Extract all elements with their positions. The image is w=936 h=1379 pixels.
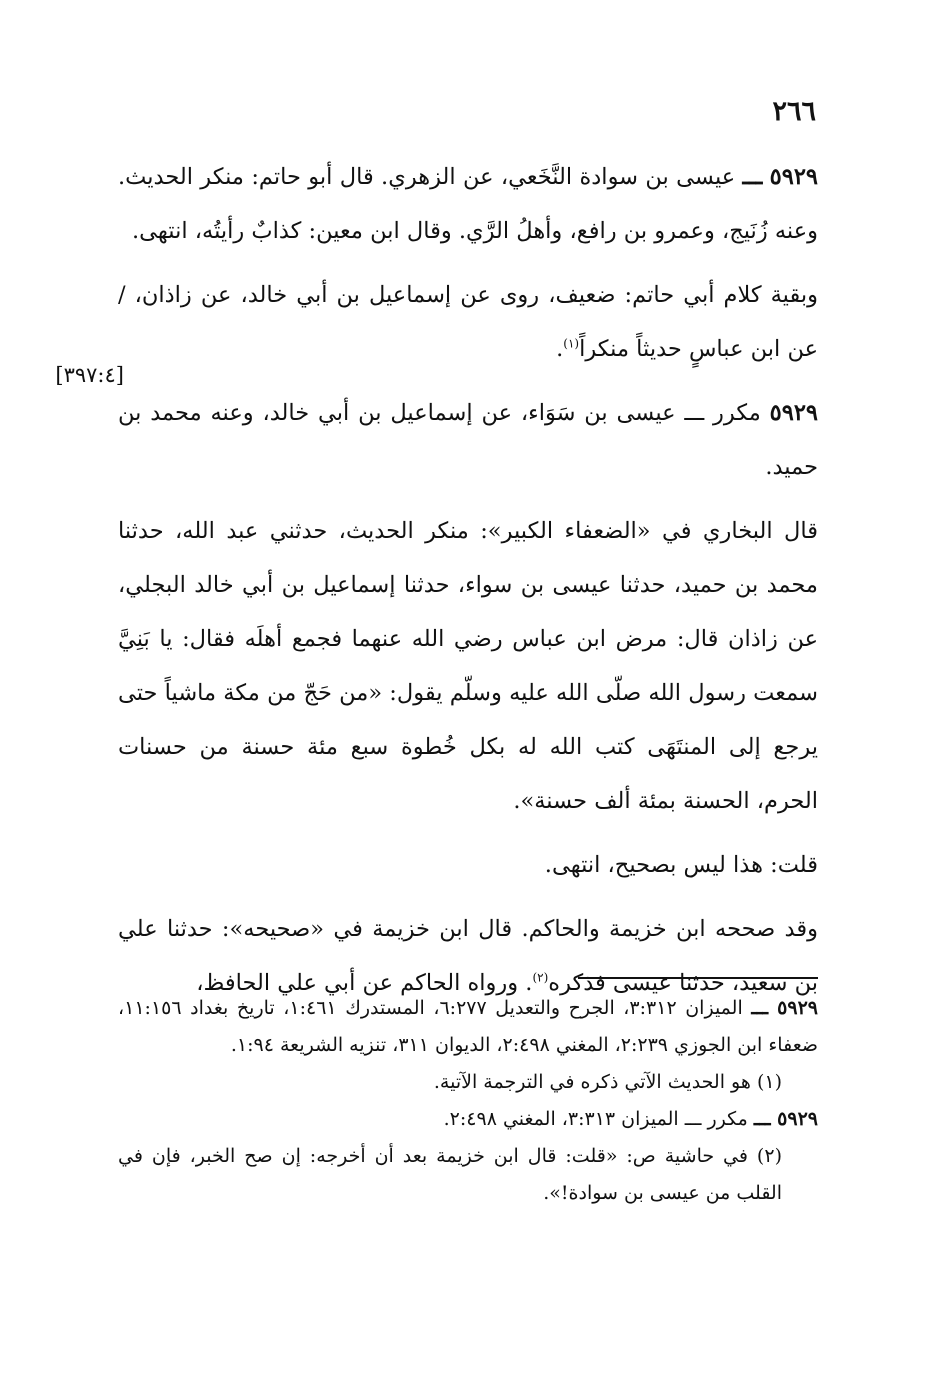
paragraph-text: عيسى بن سوادة النَّخَعي، عن الزهري. قال أبو حاتم: منكر الحديث. وعنه زُنَيج، وعمرو بن رافع، وأهلُ الرَّي. وقال ابن معين: كذابٌ رأيتُه، انتهى. (118, 164, 818, 244)
footnote (118, 990, 818, 1064)
main-text (118, 150, 818, 1020)
footnote-text: الميزان ٣:٣١٢، الجرح والتعديل ٦:٢٧٧، المستدرك ١:٤٦١، تاريخ بغداد ١١:١٥٦، ضعفاء ابن الجوزي ٢:٢٣٩، المغني ٢:٤٩٨، الديوان ٣١١، تنزيه الشريعة ١:٩٤. (118, 997, 818, 1056)
entry-paragraph (118, 386, 818, 494)
entry-dash: مكرر ـــ (684, 400, 761, 426)
paragraph-text: قلت: هذا ليس بصحيح، انتهى. (544, 852, 818, 878)
entry-number: ٥٩٢٩ (769, 400, 819, 426)
paragraph-text: وبقية كلام أبي حاتم: ضعيف، روى عن إسماعيل بن أبي خالد، عن زاذان، / عن ابن عباسٍ حديثاً منكراً (118, 282, 818, 362)
entry-dash: ـــ (742, 164, 763, 190)
page-number: ٢٦٦ (772, 96, 816, 127)
footnote (118, 1138, 818, 1212)
footnote-text: في حاشية ص: «قلت: قال ابن خزيمة بعد أن أخرجه: إن صح الخبر، فإن في القلب من عيسى بن سوادة!». (118, 1145, 782, 1204)
footnote-separator (578, 977, 818, 979)
footnote-ref: (١) (563, 336, 580, 351)
footnote (118, 1101, 818, 1138)
entry-paragraph (118, 150, 818, 258)
paragraph (118, 838, 818, 892)
paragraph-text: وقد صححه ابن خزيمة والحاكم. قال ابن خزيمة في «صحيحه»: حدثنا علي بن سعيد، حدثنا عيسى فذكره (118, 916, 818, 996)
paragraph-tail: . (556, 336, 564, 362)
paragraph (118, 504, 818, 828)
footnote-label: (٢) (756, 1145, 782, 1167)
paragraph-text: عيسى بن سَوَاء، عن إسماعيل بن أبي خالد، وعنه محمد بن حميد. (118, 400, 818, 480)
paragraph-text: قال البخاري في «الضعفاء الكبير»: منكر الحديث، حدثني عبد الله، حدثنا محمد بن حميد، حدثنا عيسى بن سواء، حدثنا إسماعيل بن أبي خالد البجلي، عن زاذان قال: مرض ابن عباس رضي الله عنهما فجمع أهلَه فقال: يا بَنِيَّ سمعت رسول الله صلّى الله عليه وسلّم يقول: «من حَجّ من مكة ماشياً حتى يرجع إلى المنتَهَى كتب الله له بكل خُطوة سبع مئة حسنة من حسنات الحرم، الحسنة بمئة ألف حسنة». (118, 518, 818, 814)
footnote-text: هو الحديث الآتي ذكره في الترجمة الآتية. (433, 1071, 751, 1093)
footnote-label: ٥٩٢٩ ـــ (753, 1108, 818, 1130)
entry-number: ٥٩٢٩ (769, 164, 819, 190)
paragraph (118, 268, 818, 376)
footnote-label: (١) (756, 1071, 782, 1093)
footnote-ref: (٢) (532, 970, 549, 985)
paragraph-tail: . ورواه الحاكم عن أبي علي الحافظ، (196, 970, 533, 996)
margin-reference: [٣٩٧:٤] (55, 363, 124, 387)
footnotes (118, 990, 818, 1212)
footnote (118, 1064, 818, 1101)
footnote-label: ٥٩٢٩ ـــ (751, 997, 818, 1019)
footnote-text: مكرر ـــ الميزان ٣:٣١٣، المغني ٢:٤٩٨. (443, 1108, 748, 1130)
